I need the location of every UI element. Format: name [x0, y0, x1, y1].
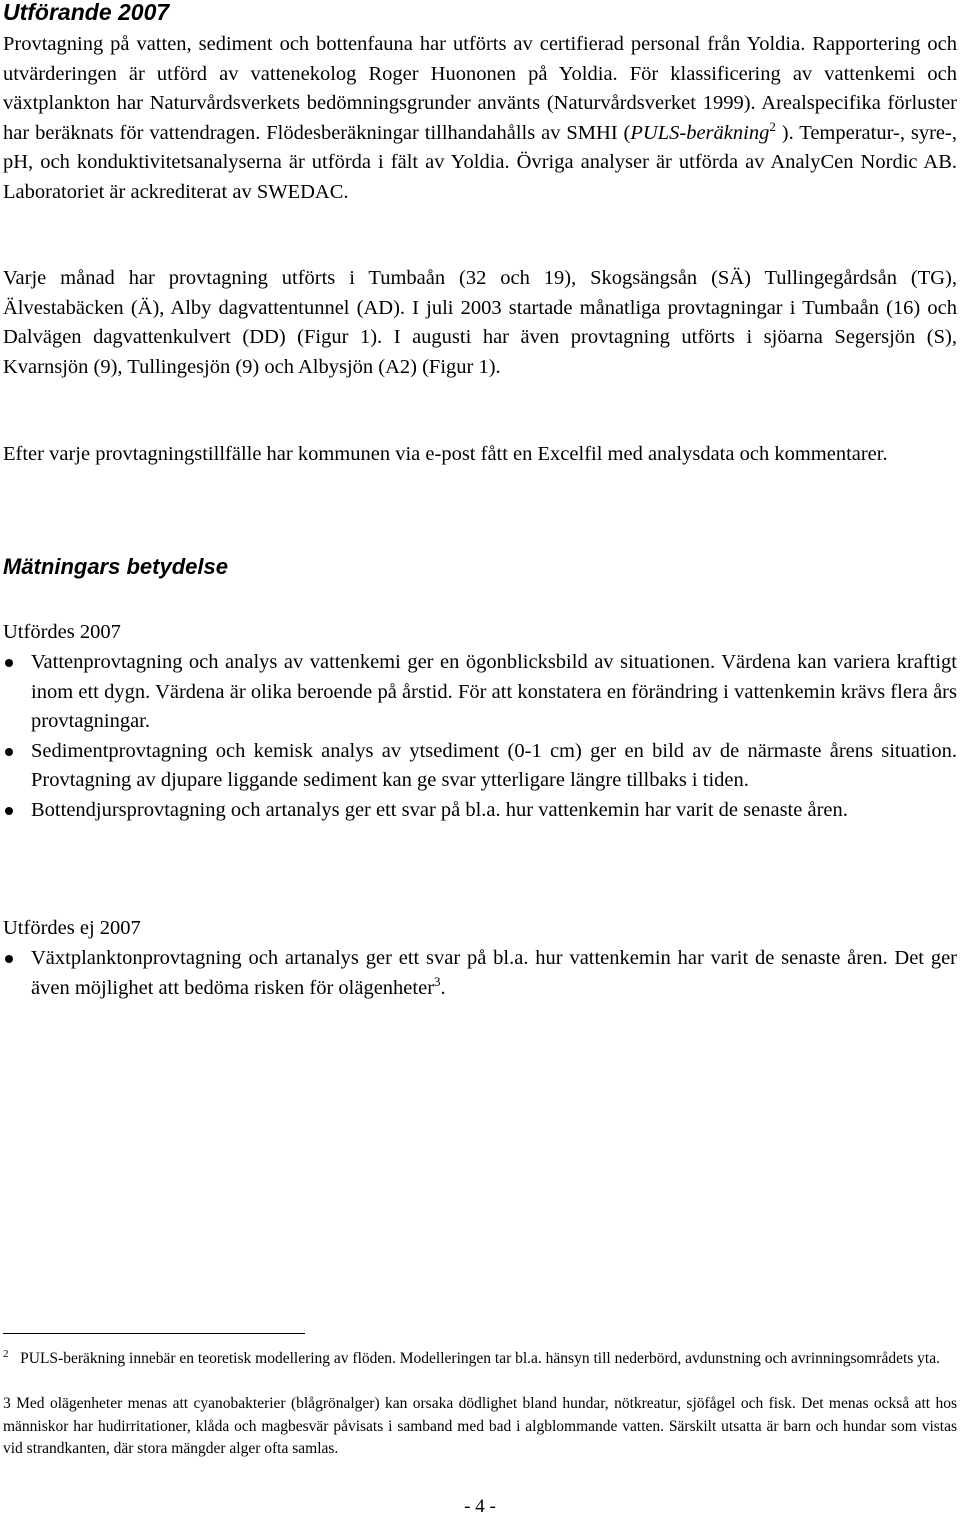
footnote-2-number: 2 — [3, 1348, 9, 1360]
bullet-item: Växtplanktonprovtagning och artanalys ger ett svar på bl.a. hur vattenkemin har varit de senaste åren. Det ger även möjlighet att bedöma risken för olägenheter$^3$. — [3, 944, 957, 1003]
bullet-list-performed — [3, 648, 957, 825]
paragraph-sampling-sites: Varje månad har provtagning utförts i Tumbaån (32 och 19), Skogsängsån (SÄ) Tullingegårdsån (TG), Älvestabäcken (Ä), Alby dagvattentunnel (AD). I juli 2003 startade månatliga provtagningar i Tumbaån (16) och Dalvägen dagvattenkulvert (DD) (Figur 1). I augusti har även provtagning utförts i sjöarna Segersjön (S), Kvarnsjön (9), Tullingesjön (9) och Albysjön (A2) (Figur 1). — [3, 267, 957, 378]
bullet-dot-icon — [5, 659, 13, 667]
bullet-item: Vattenprovtagning och analys av vattenkemi ger en ögonblicksbild av situationen. Värdena kan variera kraftigt inom ett dygn. Värdena är olika beroende på årstid. För att konstatera en förändring i vattenkemin krävs flera års provtagningar. — [3, 648, 957, 737]
footnote-2: $^2$ PULS-beräkning innebär en teoretisk modellering av flöden. Modelleringen tar bl.a. hänsyn till nederbörd, avdunstning och avrinningsområdets yta. — [3, 1348, 940, 1367]
bullet-item: Bottendjursprovtagning och artanalys ger ett svar på bl.a. hur vattenkemin har varit de senaste åren. — [3, 796, 957, 826]
subheading-utfordes-ej: Utfördes ej 2007 — [3, 917, 141, 939]
paragraph-method — [3, 30, 957, 207]
footnote-3: 3 Med olägenheter menas att cyanobakterier (blågrönalger) kan orsaka dödlighet bland hundar, nötkreatur, sjöfågel och fisk. Det menas också att hos människor har hudirritationer, klåda och magbesvär påvisats i samband med bad i algblommande vatten. Särskilt utsatta är barn och hundar som vistas vid strandkanten, där stora mängder alger ofta samlas. — [3, 1395, 957, 1457]
paragraph-method-text-1: Provtagning på vatten, sediment och bottenfauna har utförts av certifierad personal från Yoldia. Rapportering och utvärderingen är utförd av vattenekolog Roger Huononen på Yoldia. För klassificering av vattenkemi och växtplankton har Naturvårdsverkets bedömningsgrunder använts (Naturvårdsverket 1999). Arealspecifika förluster har beräknats för vattendragen. Flödesberäkningar tillhandahålls av SMHI ( — [3, 33, 957, 144]
subheading-utfordes: Utfördes 2007 — [3, 621, 121, 643]
footnote-ref-3: 3 — [434, 973, 441, 989]
footnote-ref-2: 2 — [769, 118, 776, 134]
bullet-list-not-performed — [3, 944, 957, 1003]
section-heading-matningars-betydelse: Mätningars betydelse — [3, 554, 228, 579]
bullet-dot-icon — [5, 748, 13, 756]
paragraph-reporting: Efter varje provtagningstillfälle har kommunen via e-post fått en Excelfil med analysdata och kommentarer. — [3, 443, 888, 465]
section-heading-utforande: Utförande 2007 — [3, 0, 170, 25]
bullet-dot-icon — [5, 955, 13, 963]
paragraph-method-text-2: ). Temperatur-, syre-, pH, och konduktivitetsanalyserna är utförda i fält av Yoldia. Övriga analyser är utförda av AnalyCen Nordic AB. Laboratoriet är ackrediterat av SWEDAC. — [3, 121, 957, 203]
footnote-separator — [3, 1333, 305, 1334]
page-number: - 4 - — [464, 1496, 496, 1517]
puls-term: PULS-beräkning — [630, 121, 770, 144]
bullet-item: Sedimentprovtagning och kemisk analys av ytsediment (0-1 cm) ger en bild av de närmaste årens situation. Provtagning av djupare liggande sediment kan ge svar ytterligare längre tillbaks i tiden. — [3, 737, 957, 796]
bullet-dot-icon — [5, 807, 13, 815]
